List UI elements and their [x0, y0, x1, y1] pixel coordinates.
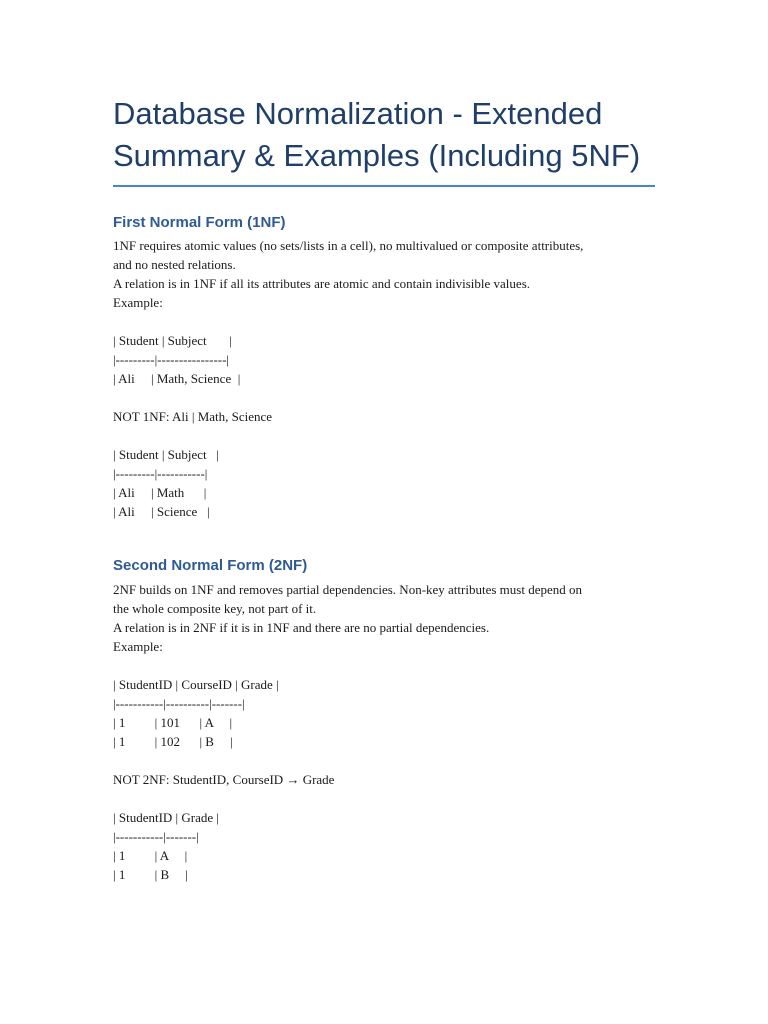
text-line: | StudentID | Grade | [113, 810, 220, 825]
section-body [113, 580, 655, 884]
text-line: | 1 | B | [113, 867, 188, 882]
text-line: the whole composite key, not part of it. [113, 601, 317, 616]
section-2nf [113, 556, 655, 884]
section-heading: First Normal Form (1NF) [113, 214, 286, 231]
text-line: | Student | Subject | [113, 447, 220, 462]
blank-line [113, 388, 655, 407]
text-line: | Ali | Science | [113, 504, 210, 519]
document-title [113, 93, 655, 183]
text-line: |-----------|-------| [113, 829, 199, 844]
blank-line [113, 312, 655, 331]
title-line-2: Summary & Examples (Including 5NF) [113, 138, 641, 173]
text-line: | 1 | 101 | A | [113, 715, 233, 730]
blank-line [113, 789, 655, 808]
section-body [113, 236, 655, 521]
text-line: | Ali | Math | [113, 485, 207, 500]
text-line: and no nested relations. [113, 257, 236, 272]
text-line: A relation is in 2NF if it is in 1NF and there are no partial dependencies. [113, 620, 490, 635]
text-line: | Ali | Math, Science | [113, 371, 241, 386]
text-line: A relation is in 1NF if all its attributes are atomic and contain indivisible values. [113, 276, 530, 291]
text-line: | 1 | A | [113, 848, 188, 863]
text-line: 1NF requires atomic values (no sets/lists in a cell), no multivalued or composite attributes, [113, 238, 584, 253]
blank-line [113, 751, 655, 770]
text-line: | StudentID | CourseID | Grade | [113, 677, 279, 692]
text-line: |-----------|----------|-------| [113, 696, 245, 711]
blank-line [113, 426, 655, 445]
title-line-1: Database Normalization - Extended [113, 96, 603, 131]
title-divider [113, 185, 655, 187]
blank-line [113, 656, 655, 675]
text-line: | Student | Subject | [113, 333, 233, 348]
text-line: 2NF builds on 1NF and removes partial dependencies. Non-key attributes must depend on [113, 582, 582, 597]
text-line: | 1 | 102 | B | [113, 734, 233, 749]
text-line: NOT 1NF: Ali | Math, Science [113, 409, 273, 424]
text-line: |---------|-----------| [113, 466, 208, 481]
section-heading: Second Normal Form (2NF) [113, 557, 308, 574]
text-line: NOT 2NF: StudentID, CourseID → Grade [113, 772, 335, 787]
section-1nf [113, 213, 655, 521]
text-line: |---------|----------------| [113, 352, 230, 367]
text-line: Example: [113, 639, 163, 654]
document-page [113, 93, 655, 187]
text-line: Example: [113, 295, 163, 310]
